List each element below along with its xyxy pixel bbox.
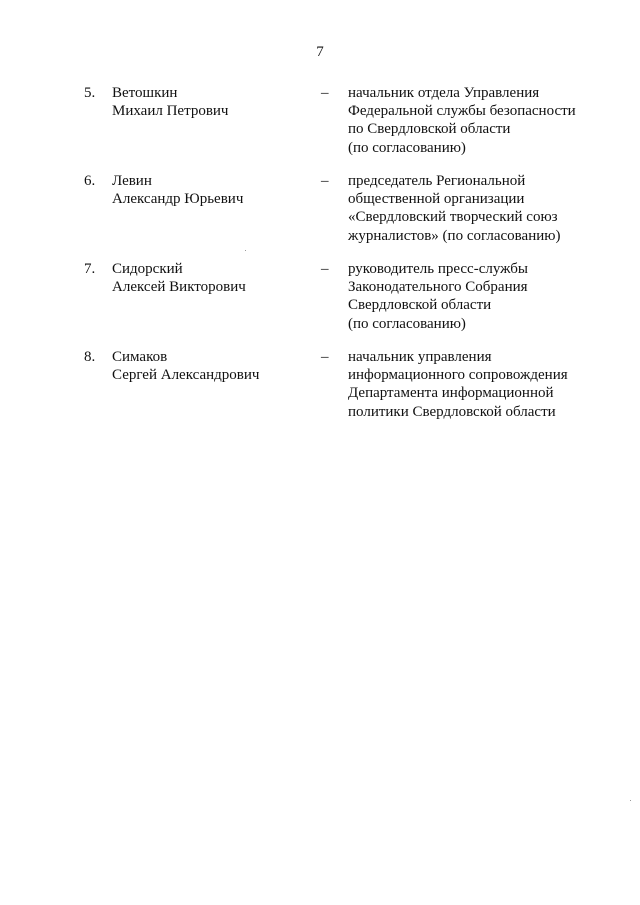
position-line: Департамента информационной (348, 385, 554, 402)
position-line: политики Свердловской области (348, 403, 556, 420)
dash-separator: – (321, 173, 329, 189)
member-name (112, 348, 302, 384)
list-item (0, 348, 640, 436)
position-line: журналистов» (по согласованию) (348, 227, 561, 244)
entry-number: 6. (84, 173, 96, 189)
member-given-names: Александр Юрьевич (112, 191, 244, 208)
member-position (348, 84, 598, 157)
member-position (348, 260, 598, 333)
list-item (0, 260, 640, 348)
position-line: председатель Региональной (348, 173, 526, 189)
position-line: начальник управления (348, 349, 492, 365)
member-given-names: Михаил Петрович (112, 103, 229, 120)
position-line: Свердловской области (348, 297, 492, 314)
member-given-names: Алексей Викторович (112, 279, 246, 296)
entry-number: 7. (84, 261, 96, 277)
dash-separator: – (321, 261, 329, 277)
page-number: 7 (316, 44, 324, 60)
dash-separator: – (321, 349, 329, 365)
position-line: (по согласованию) (348, 139, 466, 156)
position-line: Законодательного Собрания (348, 279, 528, 296)
position-line: руководитель пресс-службы (348, 261, 529, 277)
entry-number: 8. (84, 349, 96, 365)
member-name (112, 260, 302, 296)
member-surname: Левин (112, 173, 152, 189)
member-surname: Ветошкин (112, 85, 178, 101)
member-surname: Симаков (112, 349, 168, 365)
scan-speck (630, 800, 631, 801)
member-position (348, 172, 598, 245)
member-position (348, 348, 598, 421)
position-line: Федеральной службы безопасности (348, 103, 576, 120)
member-surname: Сидорский (112, 261, 183, 277)
position-line: «Свердловский творческий союз (348, 209, 558, 226)
member-given-names: Сергей Александрович (112, 367, 260, 384)
scan-speck (245, 250, 246, 251)
member-name (112, 172, 302, 208)
list-item (0, 172, 640, 260)
position-line: начальник отдела Управления (348, 85, 540, 101)
members-list (0, 84, 640, 436)
entry-number: 5. (84, 85, 96, 101)
member-name (112, 84, 302, 120)
position-line: информационного сопровождения (348, 367, 568, 384)
position-line: по Свердловской области (348, 121, 511, 138)
position-line: (по согласованию) (348, 315, 466, 332)
position-line: общественной организации (348, 191, 525, 208)
list-item (0, 84, 640, 172)
dash-separator: – (321, 85, 329, 101)
